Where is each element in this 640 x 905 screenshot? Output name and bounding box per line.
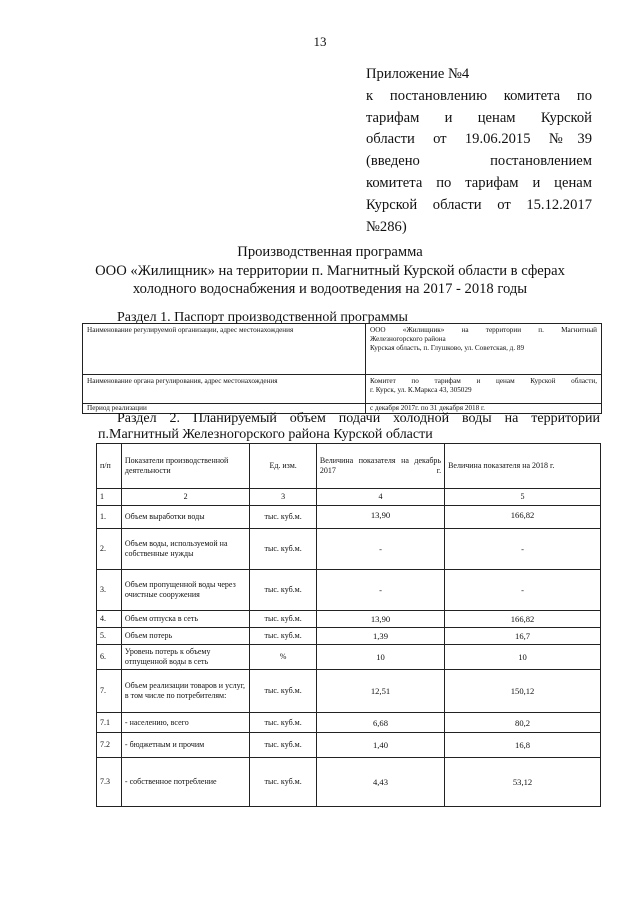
unit-cell: тыс. куб.м. [250, 670, 317, 713]
table-row [97, 506, 601, 529]
table-row [83, 375, 602, 404]
value-2018: - [445, 570, 601, 611]
table-index-row [97, 489, 601, 506]
passport-value-line: Комитет по тарифам и ценам Курской области, [370, 377, 597, 385]
passport-table [82, 323, 602, 414]
indicator-name: Объем выработки воды [121, 506, 249, 529]
appendix-line: Приложение №4 [366, 66, 470, 82]
row-number: 7.1 [97, 713, 122, 733]
value-2018: 10 [445, 645, 601, 670]
appendix-line: тарифам и ценам Курской [366, 109, 592, 126]
passport-value-line: Железногорского района [370, 335, 446, 343]
passport-value-line: с декабря 2017г. по 31 декабря 2018 г. [370, 404, 485, 412]
row-number: 7. [97, 670, 122, 713]
passport-value [366, 375, 602, 404]
value-2018: - [445, 529, 601, 570]
column-header: п/п [97, 444, 122, 489]
row-number: 2. [97, 529, 122, 570]
page-number: 13 [313, 34, 327, 49]
unit-cell: тыс. куб.м. [250, 506, 317, 529]
unit-cell: тыс. куб.м. [250, 611, 317, 628]
value-2018: 166,82 [445, 506, 601, 529]
value-2018: 16,7 [445, 628, 601, 645]
appendix-line: №286) [366, 218, 407, 235]
unit-cell: % [250, 645, 317, 670]
indicator-name: Уровень потерь к объему отпущенной воды в сеть [121, 645, 249, 670]
unit-cell: тыс. куб.м. [250, 529, 317, 570]
unit-cell: тыс. куб.м. [250, 758, 317, 807]
value-2018: 80,2 [445, 713, 601, 733]
table-row [97, 733, 601, 758]
indicator-name: - собственное потребление [121, 758, 249, 807]
row-number: 3. [97, 570, 122, 611]
indicator-name: Объем реализации товаров и услуг, в том числе по потребителям: [121, 670, 249, 713]
value-2018: 16,8 [445, 733, 601, 758]
section1-heading: Раздел 1. Паспорт производственной программы [117, 310, 408, 325]
index-cell: 1 [97, 489, 122, 506]
value-2017: 13,90 [316, 611, 444, 628]
indicator-name: Объем пропущенной воды через очистные сооружения [121, 570, 249, 611]
indicator-name: Объем отпуска в сеть [121, 611, 249, 628]
value-2017: 10 [316, 645, 444, 670]
indicator-name: Объем воды, используемой на собственные нужды [121, 529, 249, 570]
row-number: 7.3 [97, 758, 122, 807]
unit-cell: тыс. куб.м. [250, 628, 317, 645]
passport-label: Наименование органа регулирования, адрес местонахождения [83, 375, 366, 404]
table-row [97, 628, 601, 645]
value-2017: - [316, 529, 444, 570]
row-number: 5. [97, 628, 122, 645]
passport-value-line: ООО «Жилищник» на территории п. Магнитный [370, 326, 597, 334]
column-header: Величина показателя на 2018 г. [445, 444, 601, 489]
index-cell: 5 [445, 489, 601, 506]
table-row [97, 713, 601, 733]
unit-cell: тыс. куб.м. [250, 733, 317, 758]
passport-label: Наименование регулируемой организации, адрес местонахождения [83, 324, 366, 375]
section2-heading: Раздел 2. Планируемый объем подачи холодной воды на территории [117, 411, 600, 426]
row-number: 6. [97, 645, 122, 670]
value-2017: - [316, 570, 444, 611]
water-volume-table [96, 443, 601, 807]
index-cell: 4 [316, 489, 444, 506]
passport-value [366, 324, 602, 375]
passport-label: Период реализации [83, 404, 366, 414]
value-2018: 150,12 [445, 670, 601, 713]
row-number: 7.2 [97, 733, 122, 758]
indicator-name: Объем потерь [121, 628, 249, 645]
index-cell: 3 [250, 489, 317, 506]
value-2017: 12,51 [316, 670, 444, 713]
document-subtitle-line: ООО «Жилищник» на территории п. Магнитный Курской области в сферах [95, 263, 565, 279]
document-title: Производственная программа [237, 244, 423, 260]
appendix-line: к постановлению комитета по [366, 87, 592, 104]
value-2018: 166,82 [445, 611, 601, 628]
passport-value-line: г. Курск, ул. К.Маркса 43, 305029 [370, 386, 472, 394]
table-row [97, 758, 601, 807]
column-header: Величина показателя на декабрь 2017 г. [316, 444, 444, 489]
indicator-name: - населению, всего [121, 713, 249, 733]
appendix-note [366, 64, 592, 238]
value-2018: 53,12 [445, 758, 601, 807]
column-header: Показатели производственной деятельности [121, 444, 249, 489]
table-row [97, 645, 601, 670]
value-2017: 13,90 [316, 506, 444, 529]
index-cell: 2 [121, 489, 249, 506]
unit-cell: тыс. куб.м. [250, 713, 317, 733]
indicator-name: - бюджетным и прочим [121, 733, 249, 758]
appendix-line: Курской области от 15.12.2017 [366, 196, 592, 213]
value-2017: 6,68 [316, 713, 444, 733]
table-row [97, 529, 601, 570]
section2-heading-line2: п.Магнитный Железногорского района Курской области [98, 427, 433, 442]
value-2017: 1,39 [316, 628, 444, 645]
column-header: Ед. изм. [250, 444, 317, 489]
row-number: 4. [97, 611, 122, 628]
table-row [97, 670, 601, 713]
value-2017: 1,40 [316, 733, 444, 758]
table-row [83, 324, 602, 375]
appendix-line: комитета по тарифам и ценам [366, 174, 592, 191]
row-number: 1. [97, 506, 122, 529]
appendix-line: (введено постановлением [366, 153, 592, 170]
document-subtitle-line: холодного водоснабжения и водоотведения на 2017 - 2018 годы [132, 281, 528, 297]
value-2017: 4,43 [316, 758, 444, 807]
table-header-row [97, 444, 601, 489]
table-row [97, 570, 601, 611]
passport-value-line: Курская область, п. Глушково, ул. Советская, д. 89 [370, 344, 525, 352]
table-row [97, 611, 601, 628]
appendix-line: области от 19.06.2015 №39 [366, 131, 592, 148]
unit-cell: тыс. куб.м. [250, 570, 317, 611]
